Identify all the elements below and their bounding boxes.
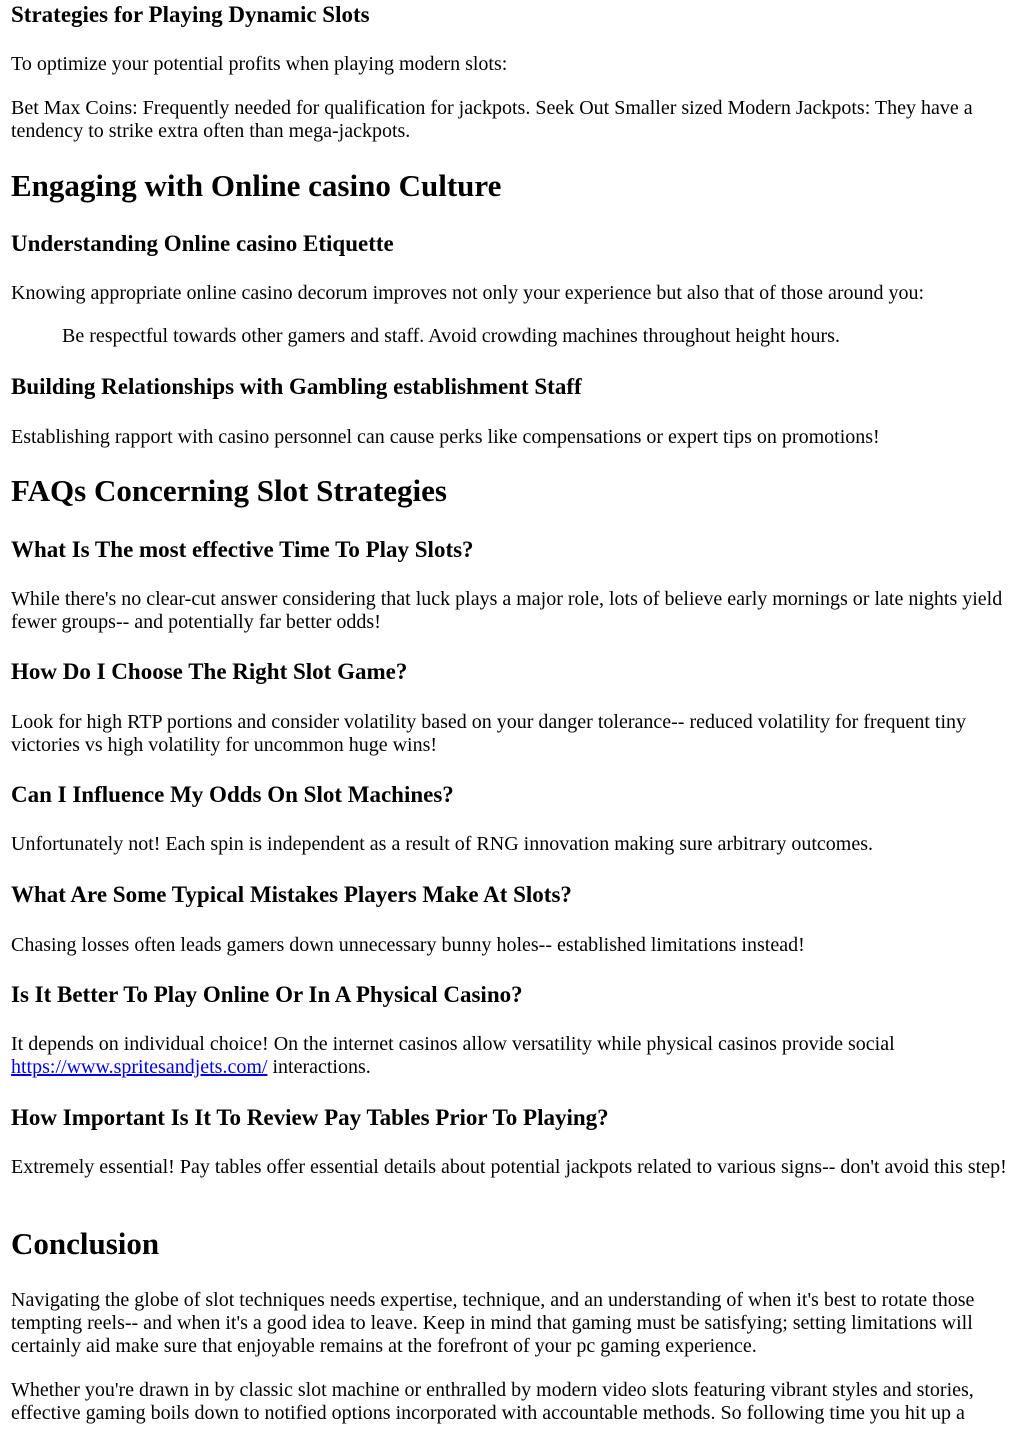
section-heading-dynamic-slots: Strategies for Playing Dynamic Slots (11, 2, 370, 27)
faq-question: How Do I Choose The Right Slot Game? (11, 659, 408, 684)
blockquote-etiquette: Be respectful towards other gamers and staff. Avoid crowding machines throughout height hours. (62, 325, 840, 347)
faq-answer: While there's no clear-cut answer considering that luck plays a major role, lots of believe early mornings or late nights yield fewer groups-- and potentially far better odds! (11, 588, 1003, 633)
paragraph-intro-dynamic-slots: To optimize your potential profits when playing modern slots: (11, 53, 508, 75)
faq-question: What Are Some Typical Mistakes Players Make At Slots? (11, 882, 572, 907)
subheading-staff-relationships: Building Relationships with Gambling establishment Staff (11, 374, 582, 399)
faq-answer (11, 1033, 895, 1079)
faq-question: Is It Better To Play Online Or In A Physical Casino? (11, 982, 523, 1007)
paragraph-etiquette-intro: Knowing appropriate online casino decorum improves not only your experience but also that of those around you: (11, 282, 925, 304)
paragraph-conclusion-1: Navigating the globe of slot techniques needs expertise, technique, and an understanding of when it's best to rotate those tempting reels-- and when it's a good idea to leave. Keep in mind that gaming must be satisfying; setting limitations will certainly aid make sure that enjoyable remains at the forefront of your pc gaming experience. (11, 1289, 975, 1357)
paragraph-dynamic-slots-tips: Bet Max Coins: Frequently needed for qualification for jackpots. Seek Out Smaller sized Modern Jackpots: They have a tendency to strike extra often than mega-jackpots. (11, 97, 973, 142)
faq-question: What Is The most effective Time To Play Slots? (11, 537, 474, 562)
faq-answer: Chasing losses often leads gamers down unnecessary bunny holes-- established limitations instead! (11, 934, 805, 956)
faq-answer-text-end: interactions. (267, 1056, 371, 1078)
section-heading-casino-culture: Engaging with Online casino Culture (11, 168, 502, 203)
faq-answer: Look for high RTP portions and consider volatility based on your danger tolerance-- reduced volatility for frequent tiny victories vs high volatility for uncommon huge wins! (11, 711, 967, 756)
subheading-casino-etiquette: Understanding Online casino Etiquette (11, 231, 394, 256)
paragraph-conclusion-2: Whether you're drawn in by classic slot machine or enthralled by modern video slots featuring vibrant styles and stories, effective gaming boils down to notified options incorporated with accountable methods. So following time you hit up a (11, 1379, 974, 1424)
section-heading-conclusion: Conclusion (11, 1226, 160, 1261)
spritesandjets-link[interactable]: https://www.spritesandjets.com/ (11, 1056, 268, 1078)
faq-answer: Unfortunately not! Each spin is independent as a result of RNG innovation making sure arbitrary outcomes. (11, 833, 874, 855)
section-heading-faqs: FAQs Concerning Slot Strategies (11, 473, 447, 508)
faq-question: Can I Influence My Odds On Slot Machines? (11, 782, 454, 807)
paragraph-staff-relationships: Establishing rapport with casino personnel can cause perks like compensations or expert tips on promotions! (11, 426, 880, 448)
faq-answer-text: It depends on individual choice! On the internet casinos allow versatility while physical casinos provide social (11, 1033, 895, 1055)
faq-question: How Important Is It To Review Pay Tables Prior To Playing? (11, 1105, 609, 1130)
faq-answer: Extremely essential! Pay tables offer essential details about potential jackpots related to various signs-- don't avoid this step! (11, 1156, 1007, 1178)
